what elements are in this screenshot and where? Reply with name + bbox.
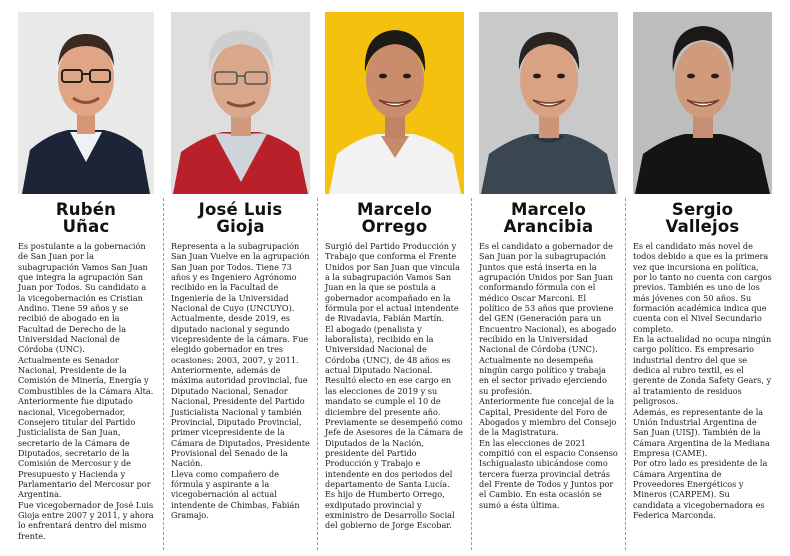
bio-paragraph: Anteriormente fue diputado nacional, Vicegobernador, Consejero titular del Partido Justicialista de San Juan, secretario de la Cámara de Diputados, secretario de la Comisión de Mercosur y de Presupuesto y Hacienda y Parlamentario del Mercosur por Argentina. [18, 396, 151, 500]
candidate-name [633, 201, 772, 235]
candidate-photo [18, 12, 154, 194]
column-divider [317, 198, 318, 550]
column-divider [163, 198, 164, 550]
column-divider [625, 198, 626, 550]
candidate-last-name: Gioja [216, 217, 265, 236]
bio-paragraph: El abogado (penalista y laboralista), recibido en la Universidad Nacional de Córdoba (UNC), de 48 años es actual Diputado Nacional. Resultó electo en ese cargo en las elecciones de 2019 y su mandato se cumple el 10 de diciembre del presente año. [325, 323, 452, 417]
candidate-name [171, 201, 310, 235]
candidate-column-arancibia [479, 0, 618, 556]
bio-paragraph: Surgió del Partido Producción y Trabajo que conforma el Frente Unidos por San Juan que vincula a la subagrupación Vamos San Juan en la que se postula a gobernador acompañado en la fórmula por el actual intendente de Rivadavia, Fabián Martín. [325, 241, 460, 324]
candidate-bio [171, 241, 310, 520]
bio-paragraph: Lleva como compañero de fórmula y aspirante a la vicegobernación al actual intendente de Chimbas, Fabián Gramajo. [171, 468, 300, 520]
bio-paragraph: Previamente se desempeñó como Jefe de Asesores de la Cámara de Diputados de la Nación, presidente del Partido Producción y Trabajo e intendente en dos periodos del departamento de Santa Lucía. [325, 416, 463, 489]
column-divider [471, 198, 472, 550]
bio-paragraph: Por otro lado es presidente de la Cámara Argentina de Proveedores Energéticos y Mineros (CARPEM). Su candidata a vicegobernadora es Federica Marconda. [633, 458, 768, 520]
bio-paragraph: Es el candidato más novel de todos debido a que es la primera vez que incursiona en política, por lo tanto no cuenta con cargos previos. También es uno de los más jóvenes con 50 años. Su formación académica indica que cuenta con el Nivel Secundario completo. [633, 241, 772, 334]
candidate-last-name: Uñac [62, 217, 110, 236]
bio-paragraph: Anteriormente fue concejal de la Capital, Presidente del Foro de Abogados y miembro del Consejo de la Magistratura. [479, 396, 617, 438]
bio-paragraph: Actualmente es Senador Nacional, Presidente de la Comisión de Minería, Energía y Combustibles de la Cámara Alta. [18, 354, 154, 396]
bio-paragraph: Es hijo de Humberto Orrego, exdiputado provincial y exministro de Desarrollo Social del gobierno de Jorge Escobar. [325, 489, 455, 531]
bio-paragraph: Es postulante a la gobernación de San Juan por la subagrupación Vamos San Juan que integra la agrupación San Juan por Todos. Su candidato a la vicegobernación es Cristian Andino. Tiene 59 años y se recibió de abogado en la Facultad de Derecho de la Universidad Nacional de Córdoba (UNC). [18, 241, 148, 355]
candidate-name [325, 201, 464, 235]
candidate-first-name: Rubén [55, 200, 117, 219]
candidate-column-vallejos [633, 0, 772, 556]
candidate-bio [633, 241, 772, 520]
candidate-photo [479, 12, 618, 194]
candidate-bio [325, 241, 464, 531]
candidate-column-unac [18, 0, 154, 556]
candidate-name [18, 201, 154, 235]
bio-paragraph: Anteriormente, además de máxima autoridad provincial, fue Diputado Nacional, Senador Nacional, Presidente del Partido Justicialista Nacional y también Provincial, Diputado Provincial, primer vicepresidente de la Cámara de Diputados, Presidente Provisional del Senado de la Nación. [171, 365, 310, 469]
candidate-photo [171, 12, 310, 194]
candidate-last-name: Orrego [361, 217, 428, 236]
candidate-photo [633, 12, 772, 194]
candidate-column-orrego [325, 0, 464, 556]
candidate-last-name: Vallejos [665, 217, 740, 236]
candidate-first-name: Sergio [671, 200, 734, 219]
candidate-first-name: José Luis [198, 200, 283, 219]
candidate-first-name: Marcelo [510, 200, 587, 219]
candidate-photo [325, 12, 464, 194]
candidate-bio [18, 241, 154, 541]
bio-paragraph: Actualmente, desde 2019, es diputado nacional y segundo vicepresidente de la cámara. Fue elegido gobernador en tres ocasiones: 2003, 2007, y 2011. [171, 313, 309, 365]
bio-paragraph: Representa a la subagrupación San Juan Vuelve en la agrupación San Juan por Todos. Tiene 73 años y es Ingeniero Agrónomo recibido en la Facultad de Ingeniería de la Universidad Nacional de Cuyo (UNCUYO). [171, 241, 310, 314]
bio-paragraph: En la actualidad no ocupa ningún cargo político. Es empresario industrial dentro del que se dedica al rubro textil, es el gerente de Zonda Safety Gears, y al tratamiento de residuos peligrosos. [633, 334, 772, 407]
candidate-first-name: Marcelo [356, 200, 433, 219]
bio-paragraph: Además, es representante de la Unión Industrial Argentina de San Juan (UISJ). También de la Cámara Argentina de la Mediana Empresa (CAME). [633, 406, 770, 458]
bio-paragraph: Es el candidato a gobernador de San Juan por la subagrupación Juntos que está inserta en la agrupación Unidos por San Juan conformando fórmula con el médico Oscar Marconi. El político de 53 años que proviene del GEN (Generación para un Encuentro Nacional), es abogado recibido en la Universidad Nacional de Córdoba (UNC). Actualmente no desempeña ningún cargo político y trabaja en el sector privado ejerciendo su profesión. [479, 241, 617, 396]
candidate-name [479, 201, 618, 235]
candidate-last-name: Arancibia [503, 217, 594, 236]
candidate-bio [479, 241, 618, 510]
bio-paragraph: En las elecciones de 2021 compitió con el espacio Consenso Ischigualasto ubicándose como tercera fuerza provincial detrás del Frente de Todos y Juntos por el Cambio. En esta ocasión se sumó a ésta última. [479, 437, 618, 510]
candidate-column-gioja [171, 0, 310, 556]
bio-paragraph: Fue vicegobernador de José Luis Gioja entre 2007 y 2011, y ahora lo enfrentará dentro del mismo frente. [18, 499, 154, 541]
